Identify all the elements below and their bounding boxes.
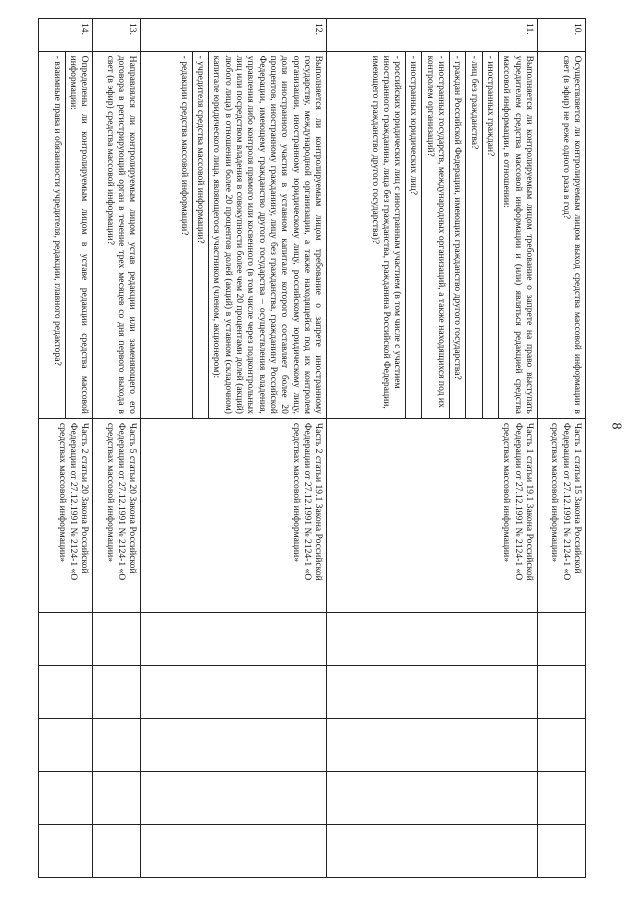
question-text: Определены ли контролируемым лицом в уставе редакции средства массовой информации: <box>67 55 91 414</box>
answer-cell <box>537 824 585 877</box>
legal-reference: Часть 1 статьи 15 Закона Российской Федерации от 27.12.1991 № 2124-1 «О средствах массовой информации» <box>537 418 585 612</box>
answer-cell <box>93 771 141 824</box>
legal-reference: Часть 5 статьи 20 Закона Российской Федерации от 27.12.1991 № 2124-1 «О средствах массовой информации» <box>93 418 141 612</box>
answer-cell <box>537 665 585 718</box>
row-number: 14. <box>39 19 93 52</box>
question-subitem: - редакции средства массовой информации? <box>179 52 193 418</box>
answer-cell <box>141 771 327 824</box>
answer-cell <box>93 665 141 718</box>
question-cell <box>141 51 327 418</box>
answer-cell <box>39 824 93 877</box>
answer-cell <box>39 665 93 718</box>
row-number: 10. <box>537 19 585 52</box>
question-text: Выполняется ли контролируемым лицом требование о запрете на право выступать учредителем средства массовой информации и (или) являться редакцией средства массовой информации, в отношении: <box>501 55 535 414</box>
question-cell <box>39 51 93 418</box>
row-number: 11. <box>327 19 538 52</box>
answer-cell <box>93 612 141 665</box>
question-subitem: - лиц без гражданства? <box>468 52 482 418</box>
answer-cell <box>537 718 585 771</box>
table-row <box>93 19 141 878</box>
question-subitem: - российских юридических лиц с иностранным участием (в том числе с участием иностранного гражданина, лица без гражданства, гражданина Российской Федерации, имеющего гражданство другого государства)? <box>369 52 406 418</box>
answer-cell <box>327 824 538 877</box>
question-subitem: - взаимные права и обязанности учредителя, редакции, главного редактора? <box>51 52 65 418</box>
row-number: 12. <box>141 19 327 52</box>
legal-reference: Часть 2 статьи 20 Закона Российской Федерации от 27.12.1991 № 2124-1 «О средствах массовой информации» <box>39 418 93 612</box>
rotated-table-wrapper <box>38 18 586 878</box>
answer-cell <box>537 612 585 665</box>
question-subitem: - учредителя средства массовой информации? <box>195 52 209 418</box>
question-cell <box>327 51 538 418</box>
question-subitem: - граждан Российской Федерации, имеющих гражданство другого государства? <box>452 52 466 418</box>
table-row <box>327 19 538 878</box>
table-row <box>537 19 585 878</box>
question-subitem: - иностранных граждан? <box>485 52 499 418</box>
answer-cell <box>141 824 327 877</box>
page-number: 8 <box>608 422 624 430</box>
legal-reference: Часть 2 статьи 19.1 Закона Российской Федерации от 27.12.1991 № 2124-1 «О средствах массовой информации» <box>141 418 327 612</box>
answer-cell <box>141 612 327 665</box>
answer-cell <box>39 771 93 824</box>
table-row <box>141 19 327 878</box>
table-row <box>39 19 93 878</box>
row-number: 13. <box>93 19 141 52</box>
rotated-table-content <box>38 18 586 878</box>
answer-cell <box>39 718 93 771</box>
question-text: Направлялся ли контролируемым лицом устав редакции или заменяющего его договора в регистрирующий орган в течение трех месяцев со дня первого выхода в свет (в эфир) средства массовой информации? <box>104 55 139 414</box>
legal-reference: Часть 1 статьи 19.1 Закона Российской Федерации от 27.12.1991 № 2124-1 «О средствах массовой информации» <box>327 418 538 612</box>
question-cell <box>93 51 141 418</box>
answer-cell <box>537 771 585 824</box>
answer-cell <box>93 824 141 877</box>
question-text: Осуществляется ли контролируемым лицом выход средства массовой информации в свет (в эфир) не реже одного раза в год? <box>560 55 583 414</box>
answer-cell <box>327 612 538 665</box>
checklist-table <box>38 18 586 878</box>
answer-cell <box>141 718 327 771</box>
answer-cell <box>327 771 538 824</box>
answer-cell <box>39 612 93 665</box>
question-subitem: - иностранных государств, международных организаций, а также находящихся под их контролем организаций? <box>424 52 450 418</box>
question-cell <box>537 51 585 418</box>
answer-cell <box>327 718 538 771</box>
answer-cell <box>141 665 327 718</box>
answer-cell <box>327 665 538 718</box>
question-text: Выполняется ли контролируемым лицом требование о запрете иностранному государству, международной организации, а также находящейся под их контролем организации, иностранному юридическому лицу, российскому юридическому лицу, доля иностранного участия в уставном капитале которого составляет более 20 процентов, иностранному гражданину, лицу без гражданства, гражданину Российской Федерации, имеющему гражданство другого государства – осуществления владения, управления либо контроля прямого или косвенного (в том числе через подконтрольных лиц или посредством владения в совокупности более чем 20 процентами долей (акций) любого лица) в отношении более 20 процентов долей (акций) в уставном (складочном) капитале юридического лица, являющегося участником (членом, акционером): <box>211 55 325 414</box>
question-subitem: - иностранных юридических лиц? <box>408 52 422 418</box>
answer-cell <box>93 718 141 771</box>
